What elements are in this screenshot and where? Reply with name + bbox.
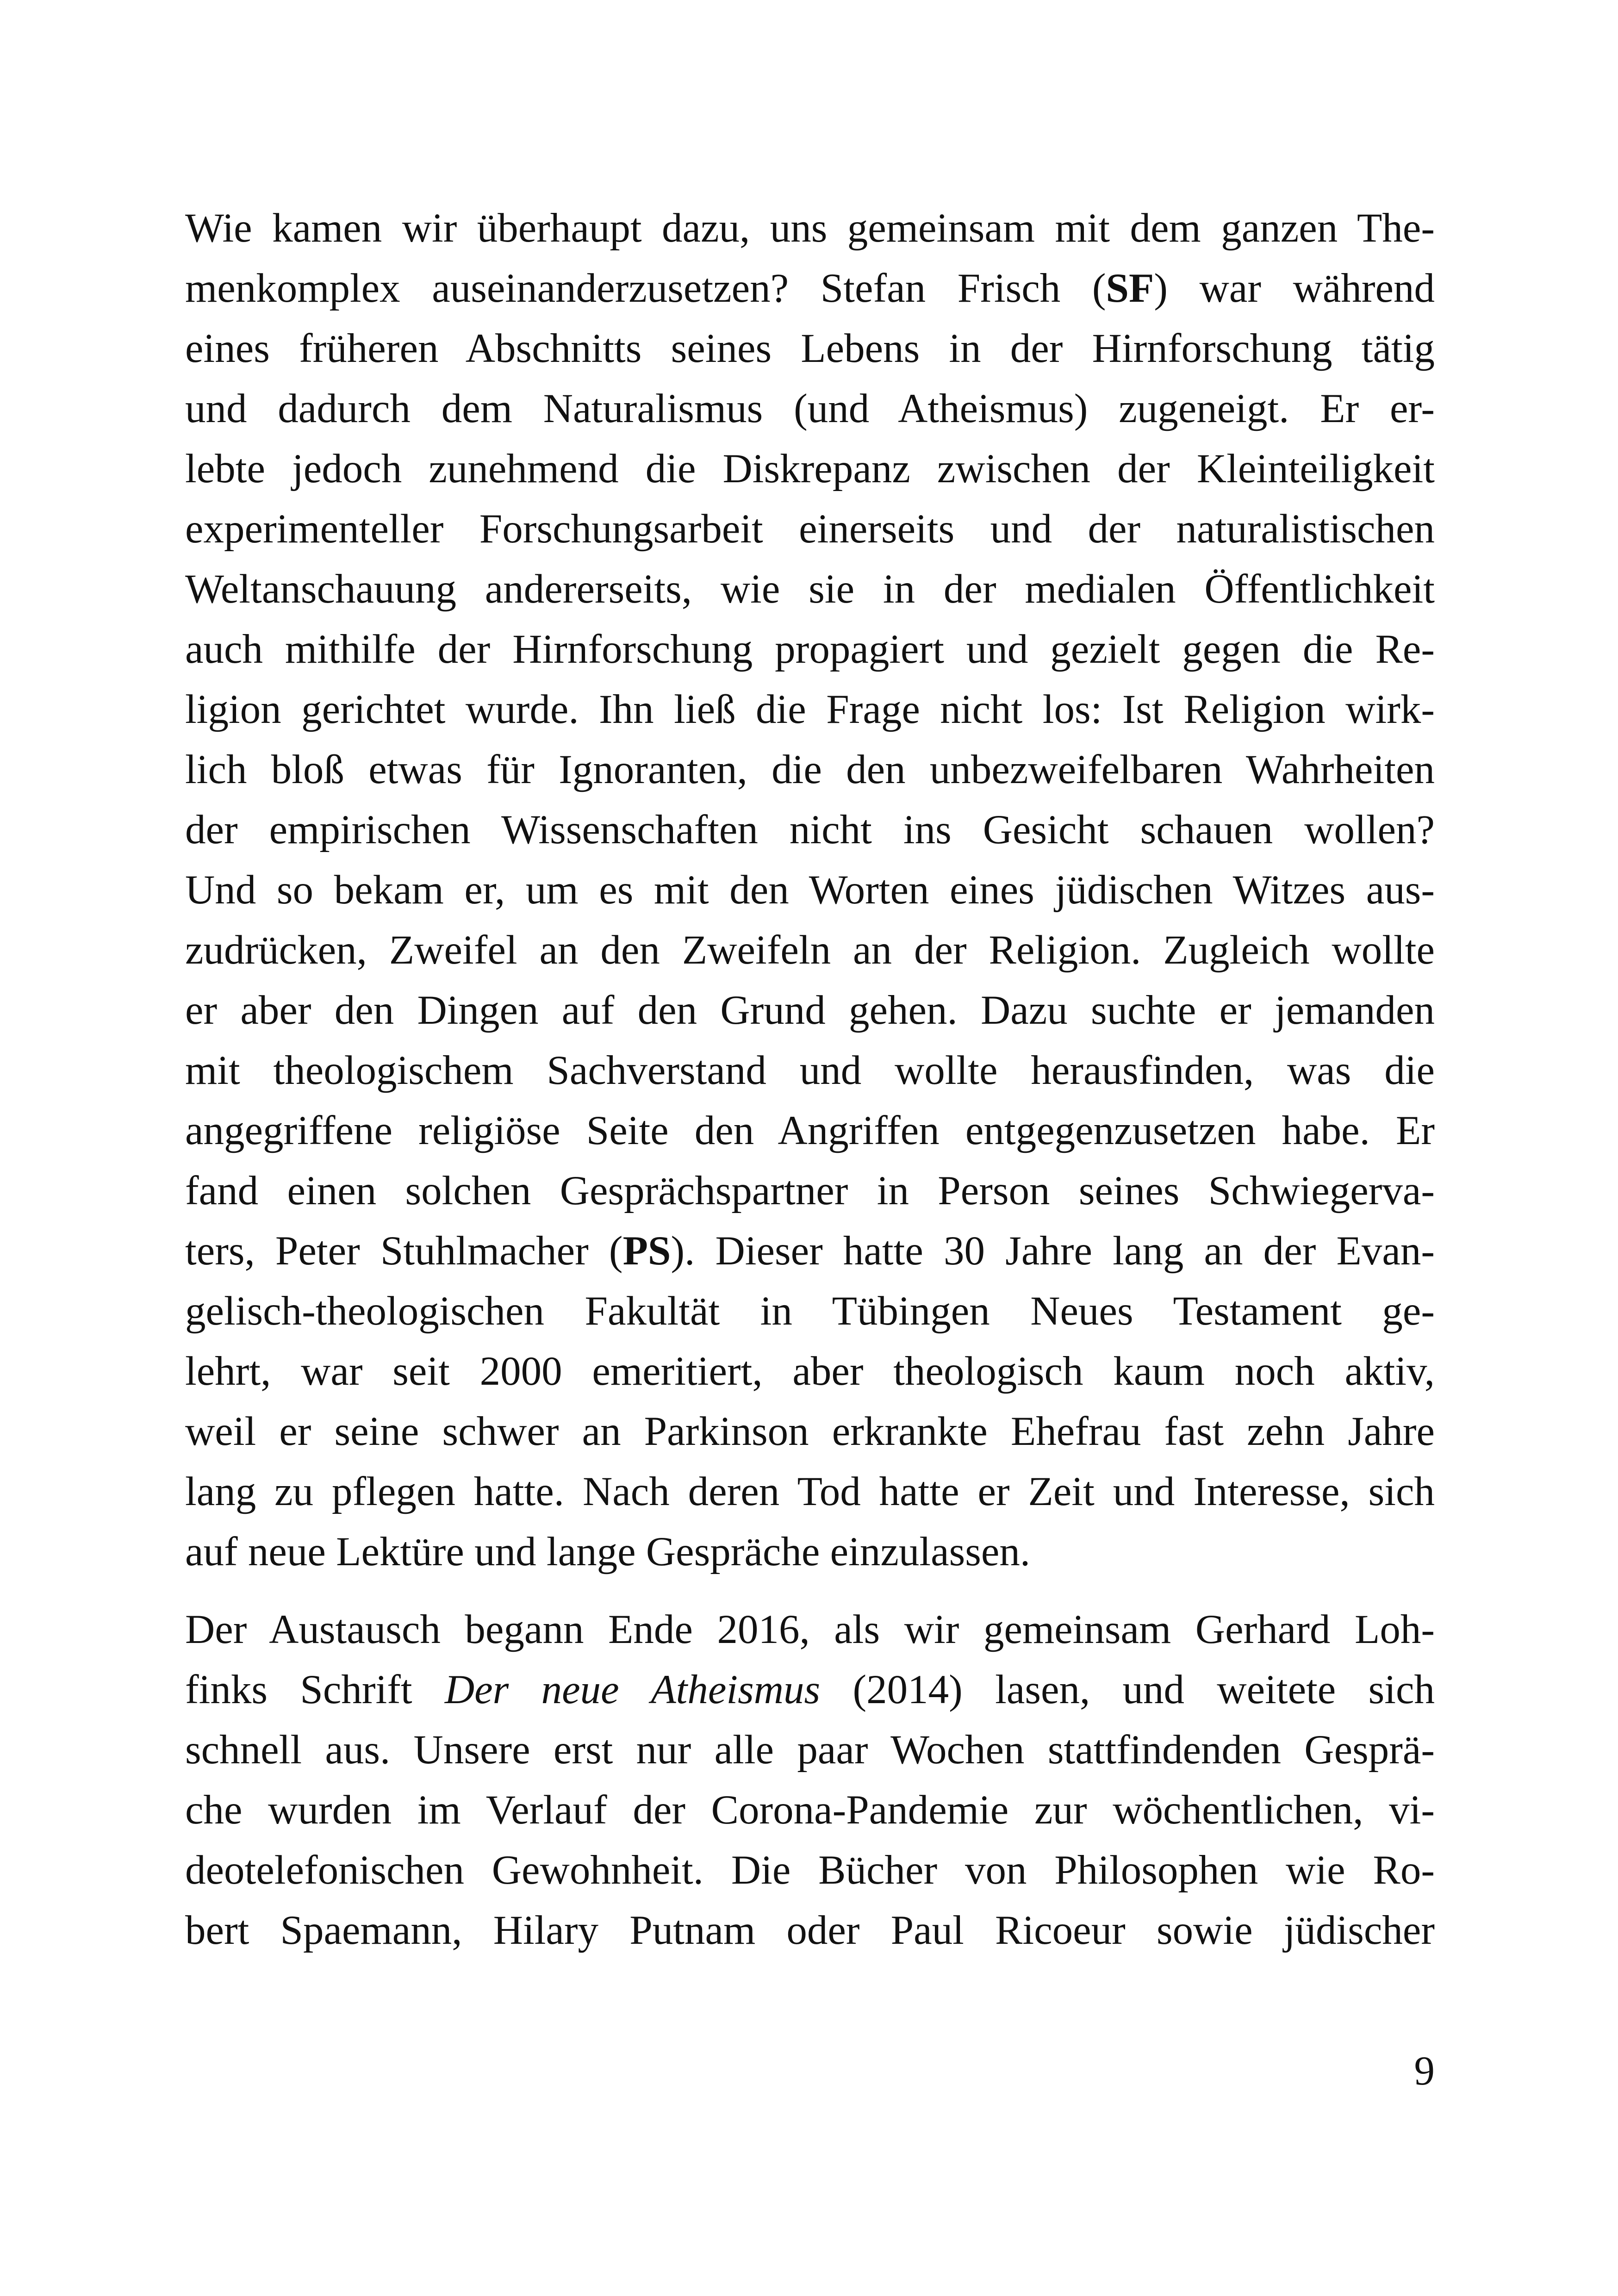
text-segment: weil er seine schwer an Parkinson erkrankte Ehefrau fast zehn Jahre <box>185 1409 1435 1454</box>
text-line <box>185 1599 1435 1660</box>
text-segment: ). Dieser hatte 30 Jahre lang an der Evan- <box>671 1228 1435 1274</box>
text-line <box>185 379 1435 439</box>
text-line <box>185 1522 1435 1582</box>
paragraph-2 <box>185 1599 1435 1960</box>
text-segment: experimenteller Forschungsarbeit einerseits und der naturalistischen <box>185 506 1435 552</box>
text-segment: Und so bekam er, um es mit den Worten eines jüdischen Witzes aus- <box>185 867 1435 913</box>
text-segment: menkomplex auseinanderzusetzen? Stefan Frisch ( <box>185 266 1106 311</box>
text-line <box>185 1401 1435 1462</box>
body-text <box>185 198 1435 1960</box>
page-number: 9 <box>1414 2048 1435 2094</box>
text-segment: mit theologischem Sachverstand und wollte herausfinden, was die <box>185 1048 1435 1093</box>
text-line <box>185 1341 1435 1401</box>
text-segment: (2014) lasen, und weitete sich <box>820 1667 1435 1712</box>
bold-abbreviation: SF <box>1106 266 1154 311</box>
text-segment: eines früheren Abschnitts seines Lebens in der Hirnforschung tätig <box>185 326 1435 371</box>
text-segment: zudrücken, Zweifel an den Zweifeln an der Religion. Zugleich wollte <box>185 927 1435 973</box>
text-line <box>185 1161 1435 1221</box>
text-segment: ters, Peter Stuhlmacher ( <box>185 1228 623 1274</box>
text-line <box>185 1281 1435 1341</box>
text-line <box>185 1720 1435 1780</box>
paragraph-gap <box>185 1582 1435 1599</box>
text-line <box>185 439 1435 499</box>
text-segment: Weltanschauung andererseits, wie sie in der medialen Öffentlichkeit <box>185 566 1435 612</box>
text-segment: angegriffene religiöse Seite den Angriffen entgegenzusetzen habe. Er <box>185 1108 1435 1153</box>
text-line <box>185 1040 1435 1101</box>
text-segment: lehrt, war seit 2000 emeritiert, aber theologisch kaum noch aktiv, <box>185 1349 1435 1394</box>
text-line <box>185 1780 1435 1840</box>
text-segment: und dadurch dem Naturalismus (und Atheismus) zugeneigt. Er er- <box>185 386 1435 431</box>
text-line <box>185 1660 1435 1720</box>
text-line <box>185 318 1435 379</box>
text-segment: gelisch-theologischen Fakultät in Tübingen Neues Testament ge- <box>185 1288 1435 1334</box>
text-line <box>185 980 1435 1040</box>
text-segment: schnell aus. Unsere erst nur alle paar Wochen stattfindenden Gesprä- <box>185 1727 1435 1773</box>
text-line <box>185 1101 1435 1161</box>
text-line <box>185 740 1435 800</box>
text-segment: che wurden im Verlauf der Corona-Pandemie zur wöchentlichen, vi- <box>185 1787 1435 1833</box>
text-line <box>185 1221 1435 1281</box>
text-segment: fand einen solchen Gesprächspartner in Person seines Schwiegerva- <box>185 1168 1435 1213</box>
text-segment: Wie kamen wir überhaupt dazu, uns gemeinsam mit dem ganzen The- <box>185 205 1435 251</box>
text-line <box>185 1840 1435 1900</box>
text-segment: lebte jedoch zunehmend die Diskrepanz zwischen der Kleinteiligkeit <box>185 446 1435 492</box>
text-line <box>185 860 1435 920</box>
text-line <box>185 619 1435 679</box>
text-segment: auch mithilfe der Hirnforschung propagiert und gezielt gegen die Re- <box>185 627 1435 672</box>
text-line <box>185 499 1435 559</box>
text-segment: lich bloß etwas für Ignoranten, die den unbezweifelbaren Wahrheiten <box>185 747 1435 792</box>
text-line <box>185 679 1435 740</box>
text-segment: auf neue Lektüre und lange Gespräche einzulassen. <box>185 1529 1031 1574</box>
text-segment: bert Spaemann, Hilary Putnam oder Paul Ricoeur sowie jüdischer <box>185 1908 1435 1953</box>
bold-abbreviation: PS <box>622 1228 671 1274</box>
text-line <box>185 559 1435 619</box>
text-segment: der empirischen Wissenschaften nicht ins Gesicht schauen wollen? <box>185 807 1435 852</box>
text-segment: Der Austausch begann Ende 2016, als wir gemeinsam Gerhard Loh- <box>185 1607 1435 1652</box>
text-segment: deotelefonischen Gewohnheit. Die Bücher von Philosophen wie Ro- <box>185 1848 1435 1893</box>
text-segment: ligion gerichtet wurde. Ihn ließ die Frage nicht los: Ist Religion wirk- <box>185 687 1435 732</box>
text-line <box>185 920 1435 980</box>
text-line <box>185 1900 1435 1960</box>
text-line <box>185 198 1435 258</box>
text-line <box>185 1462 1435 1522</box>
text-segment: finks Schrift <box>185 1667 445 1712</box>
text-segment: lang zu pflegen hatte. Nach deren Tod hatte er Zeit und Interesse, sich <box>185 1469 1435 1514</box>
text-segment: ) war während <box>1154 266 1435 311</box>
text-line <box>185 258 1435 318</box>
text-line <box>185 800 1435 860</box>
text-segment: er aber den Dingen auf den Grund gehen. Dazu suchte er jemanden <box>185 988 1435 1033</box>
paragraph-1 <box>185 198 1435 1582</box>
italic-title: Der neue Atheismus <box>444 1667 821 1712</box>
